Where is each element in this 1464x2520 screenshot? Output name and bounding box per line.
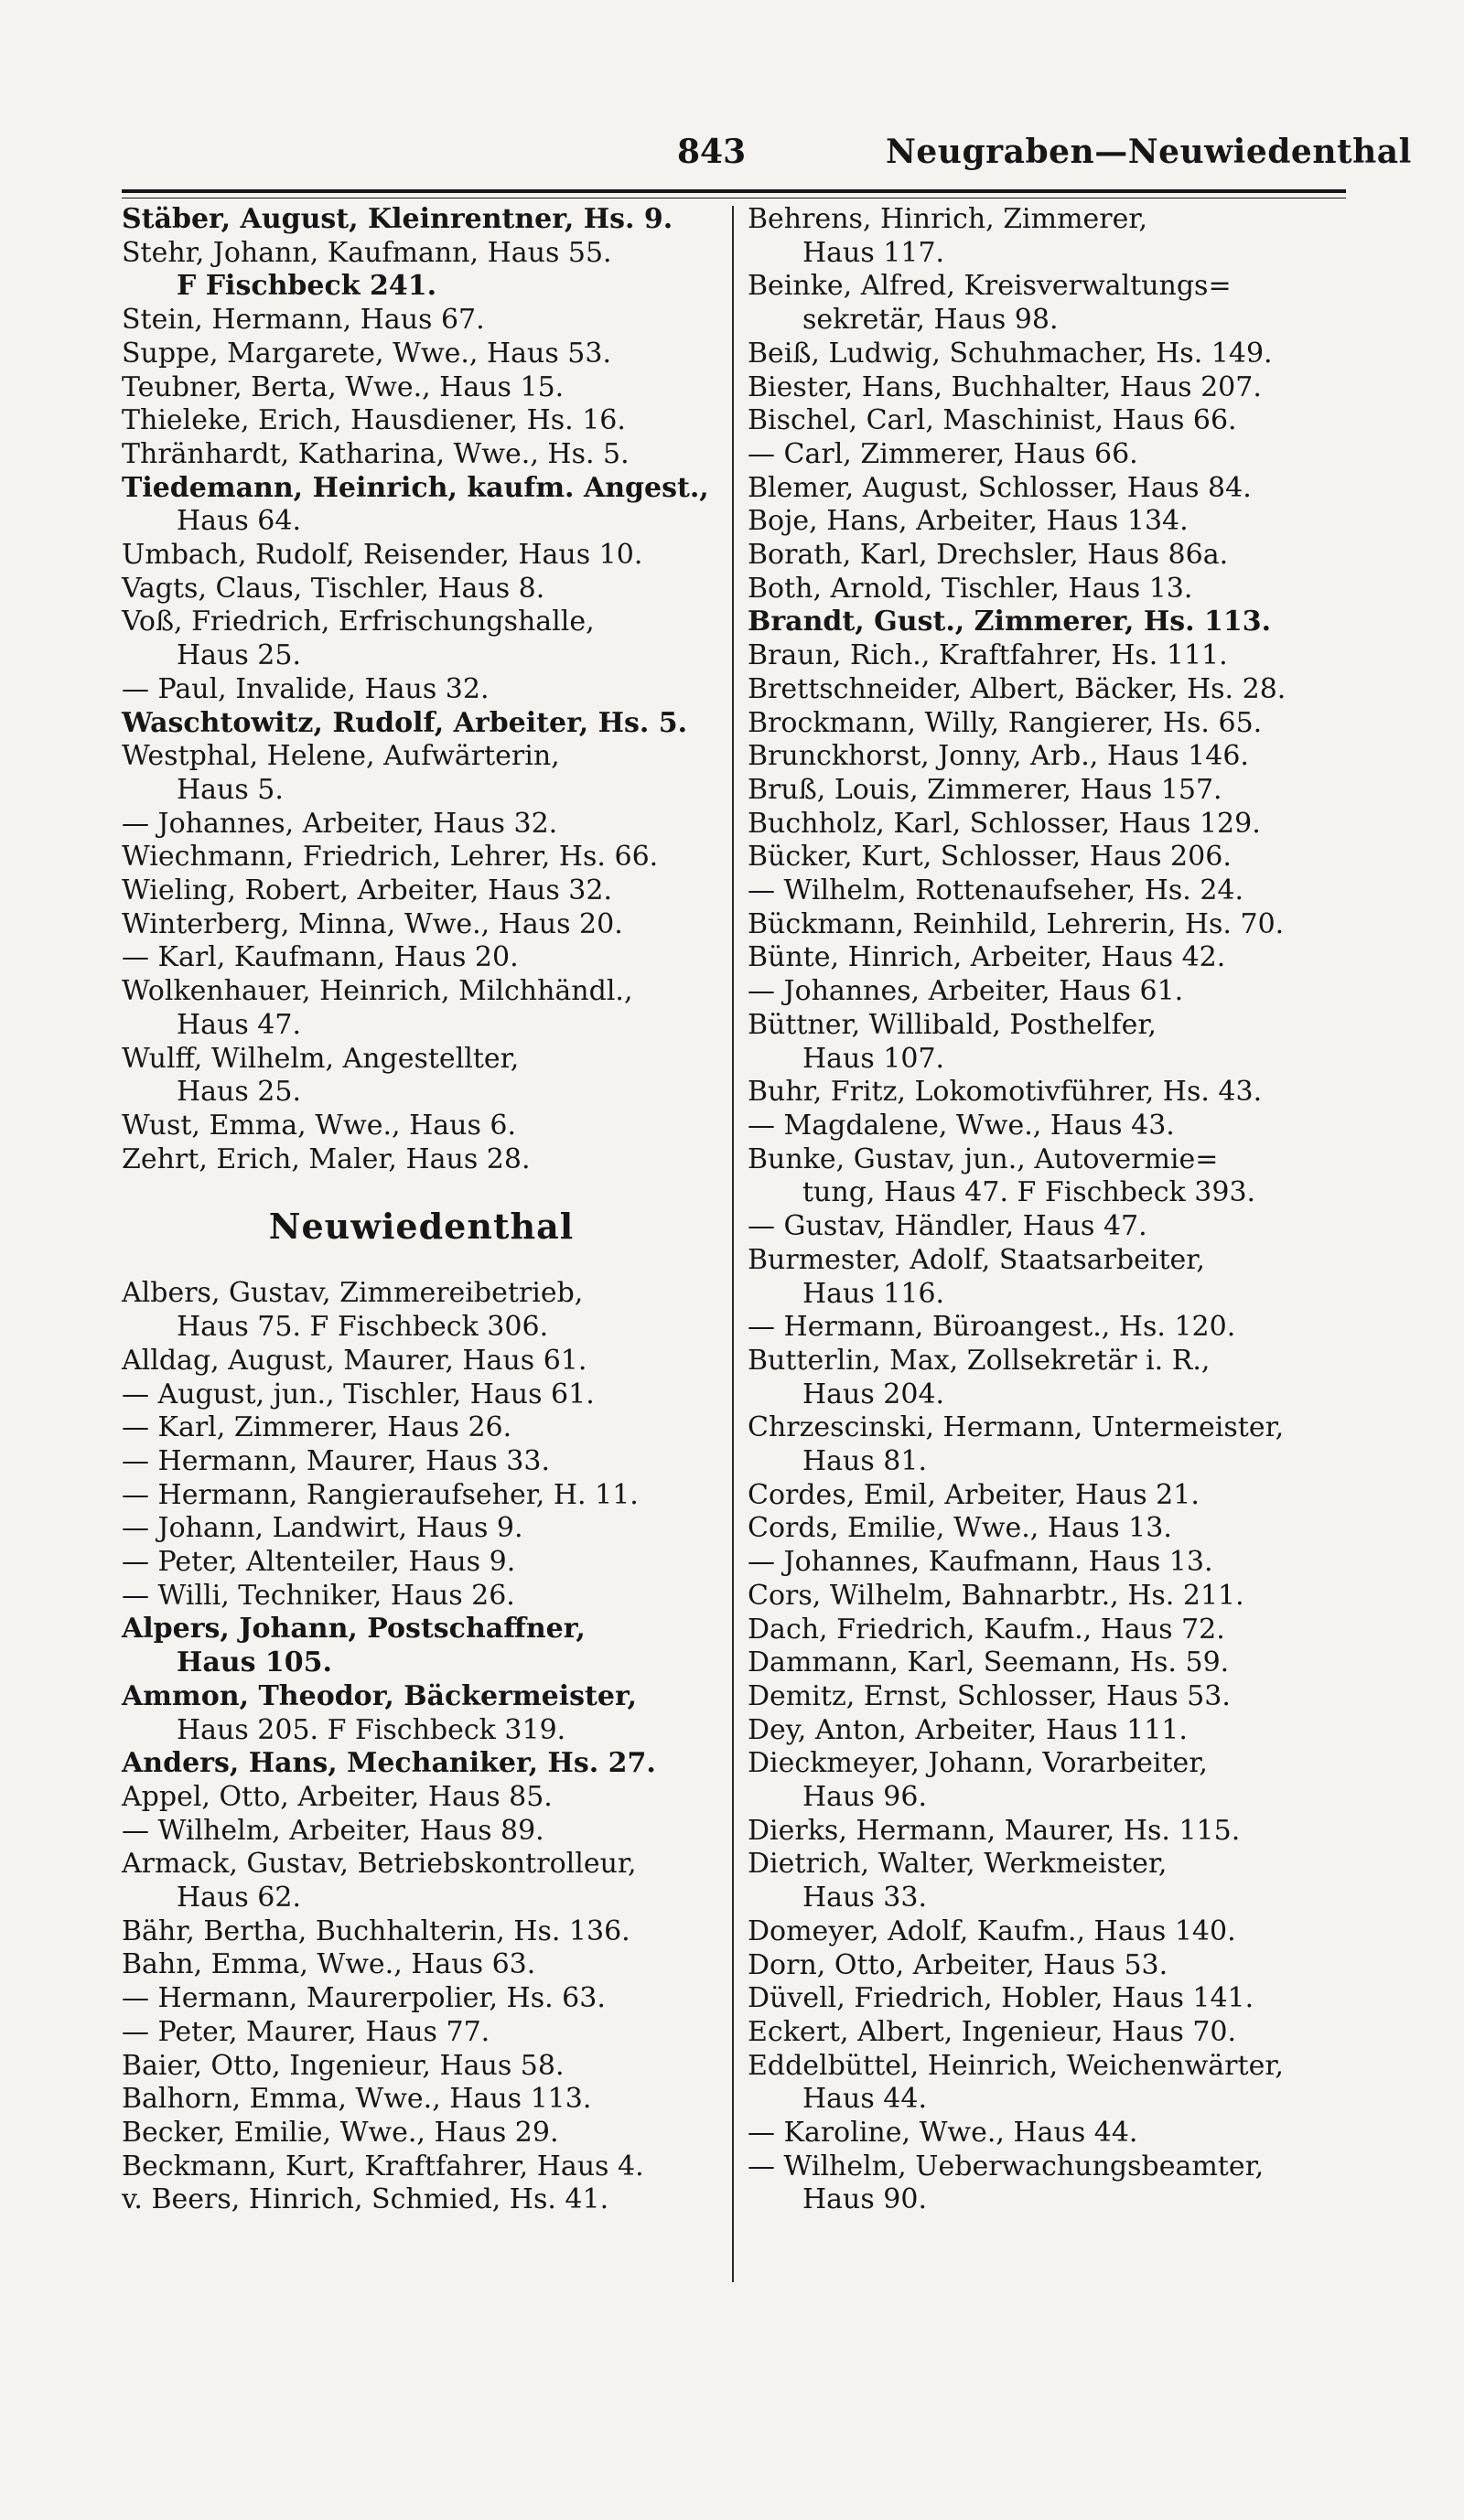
directory-entry-continuation: sekretär, Haus 98. (802, 304, 1059, 337)
directory-entry: — Johann, Landwirt, Haus 9. (122, 1512, 523, 1545)
directory-entry: — Magdalene, Wwe., Haus 43. (748, 1109, 1175, 1142)
directory-entry: Düvell, Friedrich, Hobler, Haus 141. (748, 1982, 1254, 2015)
directory-entry: Dey, Anton, Arbeiter, Haus 111. (748, 1713, 1188, 1746)
directory-entry-continuation: Haus 75. F Fischbeck 306. (177, 1311, 549, 1344)
directory-entry: Borath, Karl, Drechsler, Haus 86a. (748, 539, 1229, 572)
directory-entry: Bünte, Hinrich, Arbeiter, Haus 42. (748, 941, 1226, 974)
directory-entry-continuation: Haus 25. (177, 1076, 302, 1109)
directory-entry: — Wilhelm, Rottenaufseher, Hs. 24. (748, 874, 1244, 907)
directory-entry-continuation: Haus 90. (802, 2183, 928, 2216)
directory-entry: Balhorn, Emma, Wwe., Haus 113. (122, 2083, 592, 2116)
right-entries (748, 203, 1347, 2217)
directory-entry: Bunke, Gustav, jun., Autovermie= (748, 1142, 1219, 1175)
directory-entry: Voß, Friedrich, Erfrischungshalle, (122, 606, 595, 638)
directory-entry: Ammon, Theodor, Bäckermeister, (122, 1679, 638, 1712)
directory-entry: Dietrich, Walter, Werkmeister, (748, 1848, 1168, 1881)
directory-entry: Biester, Hans, Buchhalter, Haus 207. (748, 370, 1262, 403)
directory-entry: — Peter, Altenteiler, Haus 9. (122, 1546, 516, 1579)
directory-entry: Bähr, Bertha, Buchhalterin, Hs. 136. (122, 1914, 630, 1947)
directory-entry: — Wilhelm, Ueberwachungsbeamter, (748, 2150, 1265, 2182)
directory-entry: Dierks, Hermann, Maurer, Hs. 115. (748, 1814, 1241, 1847)
directory-entry: — Willi, Techniker, Haus 26. (122, 1579, 515, 1612)
directory-entry: Domeyer, Adolf, Kaufm., Haus 140. (748, 1914, 1236, 1947)
directory-entry: — Gustav, Händler, Haus 47. (748, 1210, 1147, 1243)
directory-entry: Burmester, Adolf, Staatsarbeiter, (748, 1243, 1205, 1276)
left-entries-before-heading (122, 203, 721, 1176)
directory-entry: Thieleke, Erich, Hausdiener, Hs. 16. (122, 404, 626, 437)
directory-entry: Wieling, Robert, Arbeiter, Haus 32. (122, 874, 613, 907)
directory-entry: — Karl, Zimmerer, Haus 26. (122, 1411, 512, 1444)
directory-entry: — Karl, Kaufmann, Haus 20. (122, 941, 519, 974)
directory-entry-continuation: Haus 204. (802, 1378, 945, 1410)
directory-entry: Brettschneider, Albert, Bäcker, Hs. 28. (748, 672, 1286, 705)
directory-entry: — Johannes, Kaufmann, Haus 13. (748, 1546, 1213, 1579)
directory-entry: Alldag, August, Maurer, Haus 61. (122, 1344, 587, 1377)
directory-entry: Buchholz, Karl, Schlosser, Haus 129. (748, 807, 1261, 840)
directory-entry: Cords, Emilie, Wwe., Haus 13. (748, 1512, 1172, 1545)
directory-entry: — Johannes, Arbeiter, Haus 61. (748, 975, 1184, 1008)
directory-entry: Bückmann, Reinhild, Lehrerin, Hs. 70. (748, 907, 1285, 940)
directory-entry: Cors, Wilhelm, Bahnarbtr., Hs. 211. (748, 1579, 1244, 1612)
directory-entry: Stehr, Johann, Kaufmann, Haus 55. (122, 236, 612, 269)
directory-entry: Chrzescinski, Hermann, Untermeister, (748, 1411, 1285, 1444)
directory-entry: — Hermann, Maurerpolier, Hs. 63. (122, 1982, 606, 2015)
directory-entry: Eddelbüttel, Heinrich, Weichenwärter, (748, 2049, 1284, 2082)
directory-entry: Dammann, Karl, Seemann, Hs. 59. (748, 1646, 1230, 1679)
directory-entry: Both, Arnold, Tischler, Haus 13. (748, 572, 1193, 605)
right-column (748, 203, 1347, 2217)
directory-entry: Blemer, August, Schlosser, Haus 84. (748, 471, 1252, 504)
left-column (122, 203, 721, 2217)
page-header (0, 133, 1464, 188)
directory-entry-continuation: Haus 105. (177, 1646, 332, 1679)
directory-entry: Beinke, Alfred, Kreisverwaltungs= (748, 270, 1232, 303)
directory-entry: Dieckmeyer, Johann, Vorarbeiter, (748, 1747, 1208, 1780)
directory-entry: — Karoline, Wwe., Haus 44. (748, 2117, 1138, 2150)
directory-entry: v. Beers, Hinrich, Schmied, Hs. 41. (122, 2183, 609, 2216)
directory-entry-continuation: Haus 5. (177, 773, 284, 806)
directory-entry: Wulff, Wilhelm, Angestellter, (122, 1042, 520, 1075)
directory-entry: Stein, Hermann, Haus 67. (122, 304, 485, 337)
directory-entry: Anders, Hans, Mechaniker, Hs. 27. (122, 1747, 656, 1780)
directory-entry: Brockmann, Willy, Rangierer, Hs. 65. (748, 706, 1263, 739)
directory-entry-continuation: Haus 96. (802, 1781, 928, 1814)
directory-entry-continuation: Haus 107. (802, 1042, 945, 1075)
directory-entry: Buhr, Fritz, Lokomotivführer, Hs. 43. (748, 1076, 1263, 1109)
directory-entry-continuation: Haus 64. (177, 505, 302, 538)
column-divider (732, 206, 734, 2282)
directory-entry: Bücker, Kurt, Schlosser, Haus 206. (748, 841, 1232, 874)
directory-entry-continuation: Haus 44. (802, 2083, 928, 2116)
directory-entry: Wiechmann, Friedrich, Lehrer, Hs. 66. (122, 841, 659, 874)
directory-entry: Waschtowitz, Rudolf, Arbeiter, Hs. 5. (122, 706, 688, 739)
directory-entry: Beiß, Ludwig, Schuhmacher, Hs. 149. (748, 337, 1273, 370)
directory-entry: Wust, Emma, Wwe., Haus 6. (122, 1109, 517, 1142)
directory-entry: Brandt, Gust., Zimmerer, Hs. 113. (748, 606, 1272, 638)
directory-entry-continuation: Haus 25. (177, 639, 302, 672)
directory-entry: Bahn, Emma, Wwe., Haus 63. (122, 1948, 536, 1981)
directory-entry-continuation: Haus 33. (802, 1882, 928, 1914)
directory-entry: Winterberg, Minna, Wwe., Haus 20. (122, 907, 623, 940)
directory-entry: Baier, Otto, Ingenieur, Haus 58. (122, 2049, 565, 2082)
directory-entry: — Paul, Invalide, Haus 32. (122, 672, 490, 705)
directory-entry: — August, jun., Tischler, Haus 61. (122, 1378, 595, 1410)
directory-entry: Armack, Gustav, Betriebskontrolleur, (122, 1848, 637, 1881)
directory-entry-continuation: F Fischbeck 241. (177, 270, 437, 303)
directory-entry: — Hermann, Büroangest., Hs. 120. (748, 1311, 1236, 1344)
section-heading: Neuwiedenthal (268, 1206, 575, 1248)
page-number: 843 (677, 133, 747, 171)
running-head: Neugraben—Neuwiedenthal (886, 133, 1412, 171)
directory-entry: Butterlin, Max, Zollsekretär i. R., (748, 1344, 1211, 1377)
directory-entry: Suppe, Margarete, Wwe., Haus 53. (122, 337, 612, 370)
directory-entry: — Hermann, Maurer, Haus 33. (122, 1444, 550, 1477)
directory-entry: Demitz, Ernst, Schlosser, Haus 53. (748, 1679, 1231, 1712)
directory-entry: Eckert, Albert, Ingenieur, Haus 70. (748, 2015, 1237, 2048)
directory-entry: Teubner, Berta, Wwe., Haus 15. (122, 370, 565, 403)
directory-entry: Bischel, Carl, Maschinist, Haus 66. (748, 404, 1237, 437)
directory-entry: Dach, Friedrich, Kaufm., Haus 72. (748, 1613, 1225, 1646)
directory-entry: Umbach, Rudolf, Reisender, Haus 10. (122, 539, 643, 572)
directory-entry: — Peter, Maurer, Haus 77. (122, 2015, 490, 2048)
directory-entry: Dorn, Otto, Arbeiter, Haus 53. (748, 1948, 1168, 1981)
left-entries-after-heading (122, 1277, 721, 2217)
directory-entry-continuation: Haus 47. (177, 1008, 302, 1041)
directory-entry: — Hermann, Rangieraufseher, H. 11. (122, 1478, 639, 1511)
directory-entry: Bruß, Louis, Zimmerer, Haus 157. (748, 773, 1222, 806)
directory-entry-continuation: Haus 117. (802, 236, 945, 269)
directory-entry: Büttner, Willibald, Posthelfer, (748, 1008, 1157, 1041)
directory-entry: Boje, Hans, Arbeiter, Haus 134. (748, 505, 1189, 538)
directory-entry: Zehrt, Erich, Maler, Haus 28. (122, 1142, 531, 1175)
directory-entry: — Carl, Zimmerer, Haus 66. (748, 437, 1138, 470)
directory-entry: Beckmann, Kurt, Kraftfahrer, Haus 4. (122, 2150, 644, 2182)
directory-entry-continuation: Haus 62. (177, 1882, 302, 1914)
directory-entry: Stäber, August, Kleinrentner, Hs. 9. (122, 203, 673, 235)
directory-entry-continuation: Haus 81. (802, 1445, 928, 1478)
directory-entry: Thränhardt, Katharina, Wwe., Hs. 5. (122, 437, 630, 470)
directory-entry: Wolkenhauer, Heinrich, Milchhändl., (122, 975, 633, 1008)
header-rule-thick (122, 189, 1346, 193)
directory-entry: — Wilhelm, Arbeiter, Haus 89. (122, 1814, 544, 1847)
directory-entry-continuation: tung, Haus 47. F Fischbeck 393. (802, 1176, 1256, 1209)
directory-entry: Vagts, Claus, Tischler, Haus 8. (122, 572, 545, 605)
directory-entry: Brunckhorst, Jonny, Arb., Haus 146. (748, 740, 1249, 773)
directory-entry: Becker, Emilie, Wwe., Haus 29. (122, 2116, 559, 2149)
directory-entry: Behrens, Hinrich, Zimmerer, (748, 203, 1147, 235)
directory-entry-continuation: Haus 205. F Fischbeck 319. (177, 1713, 566, 1746)
directory-entry: Westphal, Helene, Aufwärterin, (122, 740, 560, 773)
directory-entry: Albers, Gustav, Zimmereibetrieb, (122, 1277, 584, 1310)
directory-entry: Cordes, Emil, Arbeiter, Haus 21. (748, 1478, 1200, 1511)
directory-entry: Alpers, Johann, Postschaffner, (122, 1613, 586, 1646)
directory-entry: Tiedemann, Heinrich, kaufm. Angest., (122, 471, 709, 504)
directory-entry: Appel, Otto, Arbeiter, Haus 85. (122, 1780, 553, 1813)
directory-entry: Braun, Rich., Kraftfahrer, Hs. 111. (748, 639, 1228, 672)
directory-entry-continuation: Haus 116. (802, 1277, 945, 1310)
directory-entry: — Johannes, Arbeiter, Haus 32. (122, 807, 558, 840)
